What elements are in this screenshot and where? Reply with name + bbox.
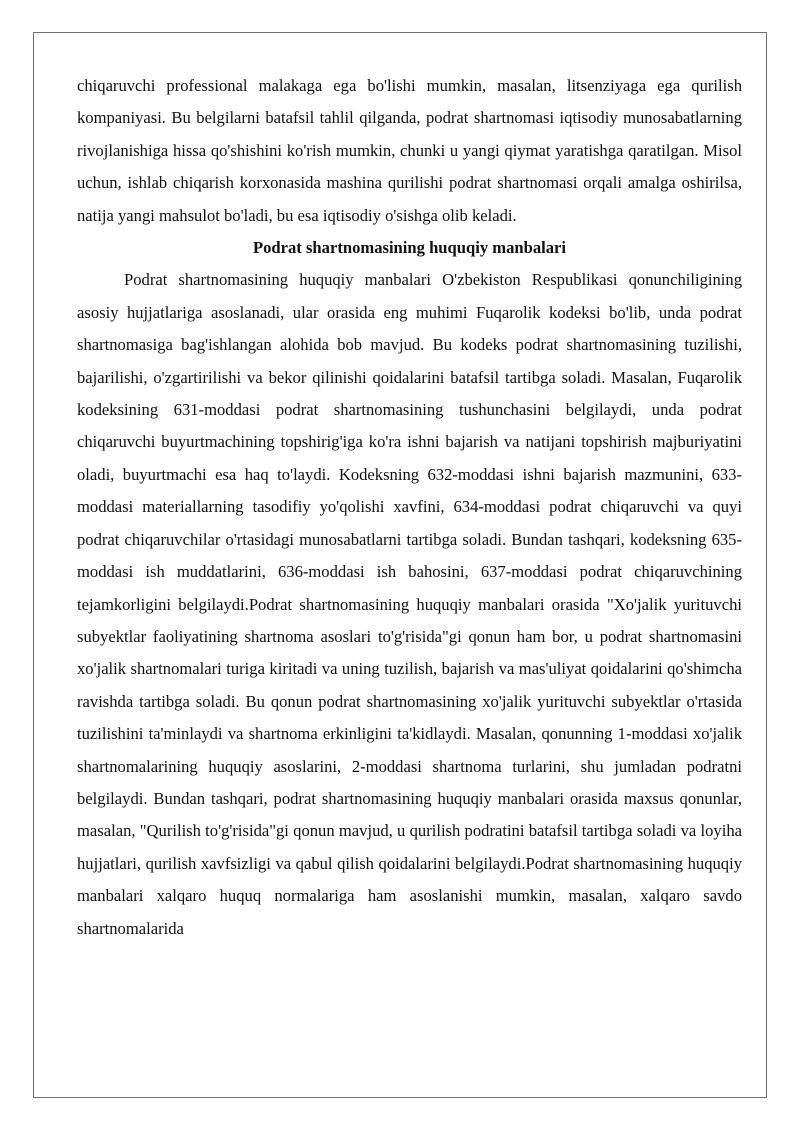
document-body xyxy=(77,70,742,945)
body-paragraph: chiqaruvchi professional malakaga ega bo'lishi mumkin, masalan, litsenziyaga ega qurilish kompaniyasi. Bu belgilarni batafsil tahlil qilganda, podrat shartnomasi iqtisodiy munosabatlarning rivojlanishiga hissa qo'shishini ko'rish mumkin, chunki u yangi qiymat yaratishga qaratilgan. Misol uchun, ishlab chiqarish korxonasida mashina qurilishi podrat shartnomasi orqali amalga oshirilsa, natija yangi mahsulot bo'ladi, bu esa iqtisodiy o'sishga olib keladi. xyxy=(77,76,742,225)
section-heading: Podrat shartnomasining huquqiy manbalari xyxy=(252,238,567,258)
body-paragraph: Podrat shartnomasining huquqiy manbalari O'zbekiston Respublikasi qonunchiligining asosiy hujjatlariga asoslanadi, ular orasida eng muhimi Fuqarolik kodeksi bo'lib, unda podrat shartnomasiga bag'ishlangan alohida bob mavjud. Bu kodeks podrat shartnomasining tuzilishi, bajarilishi, o'zgartirilishi va bekor qilinishi qoidalarini batafsil tartibga soladi. Masalan, Fuqarolik kodeksining 631-moddasi podrat shartnomasining tushunchasini belgilaydi, unda podrat chiqaruvchi buyurtmachining topshirig'iga ko'ra ishni bajarish va natijani topshirish majburiyatini oladi, buyurtmachi esa haq to'laydi. Kodeksning 632-moddasi ishni bajarish mazmunini, 633-moddasi materiallarning tasodifiy yo'qolishi xavfini, 634-moddasi podrat chiqaruvchi va quyi podrat chiqaruvchilar o'rtasidagi munosabatlarni tartibga soladi. Bundan tashqari, kodeksning 635-moddasi ish muddatlarini, 636-moddasi ish bahosini, 637-moddasi podrat chiqaruvchining tejamkorligini belgilaydi.Podrat shartnomasining huquqiy manbalari orasida "Xo'jalik yurituvchi subyektlar faoliyatining shartnoma asoslari to'g'risida"gi qonun ham bor, u podrat shartnomasini xo'jalik shartnomalari turiga kiritadi va uning tuzilish, bajarish va mas'uliyat qoidalarini qo'shimcha ravishda tartibga soladi. Bu qonun podrat shartnomasining xo'jalik yurituvchi subyektlar o'rtasida tuzilishini ta'minlaydi va shartnoma erkinligini ta'kidlaydi. Masalan, qonunning 1-moddasi xo'jalik shartnomalarining huquqiy asoslarini, 2-moddasi shartnoma turlarini, shu jumladan podratni belgilaydi. Bundan tashqari, podrat shartnomasining huquqiy manbalari orasida maxsus qonunlar, masalan, "Qurilish to'g'risida"gi qonun mavjud, u qurilish podratini batafsil tartibga soladi va loyiha hujjatlari, qurilish xavfsizligi va qabul qilish qoidalarini belgilaydi.Podrat shartnomasining huquqiy manbalari xalqaro huquq normalariga ham asoslanishi mumkin, masalan, xalqaro savdo shartnomalarida xyxy=(77,270,742,938)
